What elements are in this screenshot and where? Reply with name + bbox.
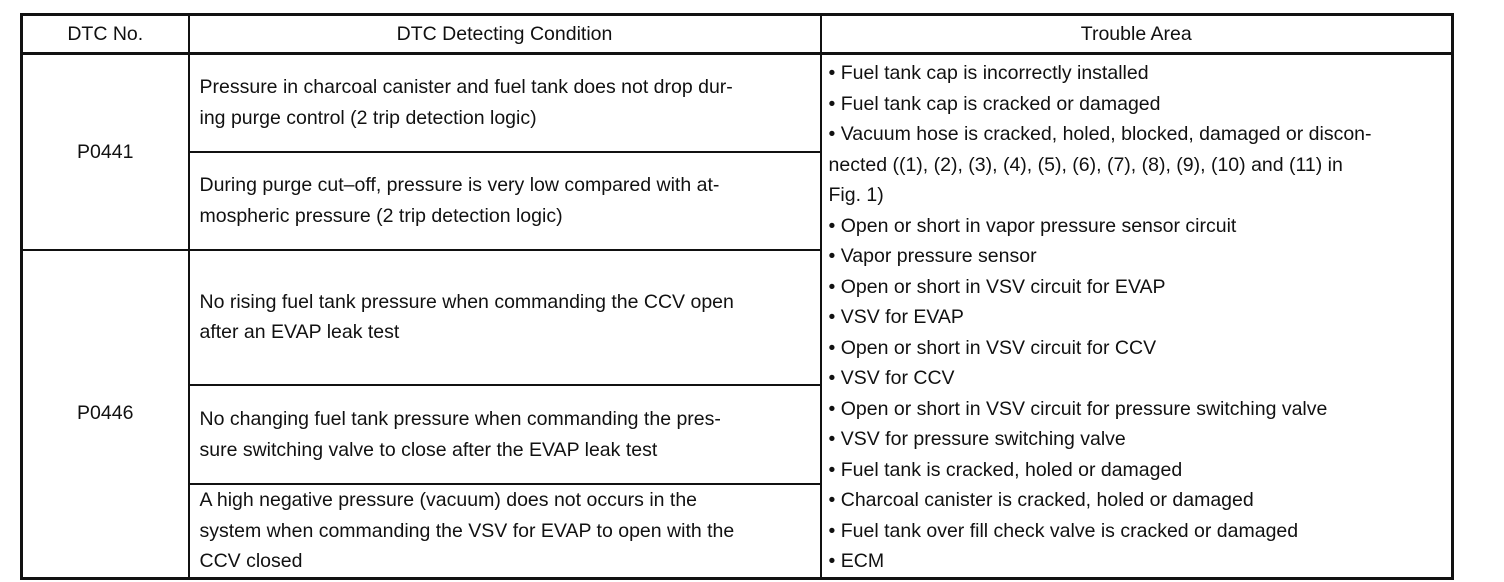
- list-item: • Charcoal canister is cracked, holed or damaged: [828, 489, 1254, 511]
- condition-cell: [189, 385, 821, 484]
- dtc-code: P0446: [22, 250, 189, 579]
- dtc-table: [20, 13, 1454, 580]
- condition-cell: [189, 54, 821, 152]
- list-item: • VSV for CCV: [828, 367, 955, 389]
- list-item: • Fuel tank is cracked, holed or damaged: [828, 458, 1183, 481]
- list-item: • Open or short in VSV circuit for CCV: [828, 336, 1157, 359]
- list-item: • Fuel tank over fill check valve is cracked or damaged: [828, 519, 1299, 542]
- list-item: • Open or short in vapor pressure sensor circuit: [828, 214, 1237, 237]
- list-item: • VSV for pressure switching valve: [828, 428, 1126, 450]
- header-detecting-condition: DTC Detecting Condition: [189, 15, 821, 54]
- list-item: • Open or short in VSV circuit for pressure switching valve: [828, 397, 1328, 420]
- condition-text: No changing fuel tank pressure when commanding the pres- sure switching valve to close after the EVAP leak test: [199, 408, 721, 461]
- header-row: [22, 15, 1453, 54]
- list-item: • Open or short in VSV circuit for EVAP: [828, 275, 1166, 298]
- condition-cell: [189, 484, 821, 578]
- list-item: • Fuel tank cap is cracked or damaged: [828, 92, 1161, 115]
- list-item: • ECM: [828, 550, 885, 572]
- list-item: • VSV for EVAP: [828, 306, 964, 328]
- condition-text: Pressure in charcoal canister and fuel tank does not drop dur- ing purge control (2 trip detection logic): [199, 76, 733, 129]
- list-item: • Fuel tank cap is incorrectly installed: [828, 62, 1149, 84]
- header-trouble-area: Trouble Area: [821, 15, 1453, 54]
- condition-text: A high negative pressure (vacuum) does not occurs in the system when commanding the VSV for EVAP to open with the CCV closed: [199, 489, 735, 572]
- list-item: • Vapor pressure sensor: [828, 245, 1037, 267]
- condition-cell: [189, 152, 821, 250]
- condition-text: No rising fuel tank pressure when commanding the CCV open after an EVAP leak test: [199, 290, 734, 344]
- header-dtc-no: DTC No.: [22, 15, 189, 54]
- trouble-area-list: [829, 58, 1444, 577]
- trouble-area-cell: [821, 54, 1453, 579]
- list-item: • Vacuum hose is cracked, holed, blocked, damaged or discon- nected ((1), (2), (3), (4), (5), (6), (7), (8), (9), (10) and (11) in Fig. 1): [828, 123, 1372, 206]
- dtc-code: P0441: [22, 54, 189, 250]
- table-row: [22, 54, 1453, 152]
- condition-cell: [189, 250, 821, 386]
- condition-text: During purge cut–off, pressure is very low compared with at- mospheric pressure (2 trip detection logic): [199, 174, 720, 227]
